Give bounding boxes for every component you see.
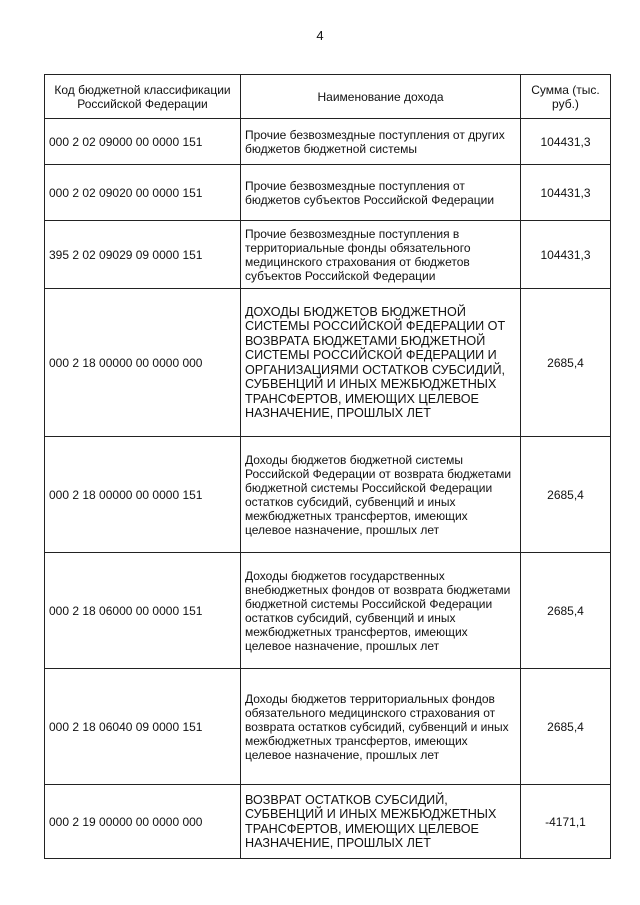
table-row [45,165,611,221]
row-name: Прочие безвозмездные поступления от бюджетов субъектов Российской Федерации [241,165,521,221]
row-sum: 2685,4 [521,669,611,785]
header-sum: Сумма (тыс. руб.) [521,75,611,119]
row-code: 000 2 18 06000 00 0000 151 [45,553,241,669]
header-name: Наименование дохода [241,75,521,119]
table-row [45,289,611,437]
table-row [45,119,611,165]
page-number: 4 [316,28,324,43]
row-name: Доходы бюджетов территориальных фондов обязательного медицинского страхования от возврата остатков субсидий, субвенций и иных межбюджетных трансфертов, имеющих целевое назначение, прошлых лет [241,669,521,785]
row-sum: 2685,4 [521,437,611,553]
table-row [45,669,611,785]
table-row [45,221,611,289]
row-name: Доходы бюджетов бюджетной системы Российской Федерации от возврата бюджетами бюджетной системы Российской Федерации остатков субсидий, субвенций и иных межбюджетных трансфертов, имеющих целевое назначение, прошлых лет [241,437,521,553]
table-header-row [45,75,611,119]
row-sum: 2685,4 [521,553,611,669]
table-row [45,553,611,669]
row-name: Прочие безвозмездные поступления в территориальные фонды обязательного медицинского страхования от бюджетов субъектов Российской Федерации [241,221,521,289]
row-code: 000 2 19 00000 00 0000 000 [45,785,241,859]
row-sum: 2685,4 [521,289,611,437]
table-row [45,437,611,553]
row-code: 000 2 02 09000 00 0000 151 [45,119,241,165]
row-sum: 104431,3 [521,119,611,165]
row-name: ВОЗВРАТ ОСТАТКОВ СУБСИДИЙ, СУБВЕНЦИЙ И ИНЫХ МЕЖБЮДЖЕТНЫХ ТРАНСФЕРТОВ, ИМЕЮЩИХ ЦЕЛЕВОЕ НАЗНАЧЕНИЕ, ПРОШЛЫХ ЛЕТ [241,785,521,859]
row-name: ДОХОДЫ БЮДЖЕТОВ БЮДЖЕТНОЙ СИСТЕМЫ РОССИЙСКОЙ ФЕДЕРАЦИИ ОТ ВОЗВРАТА БЮДЖЕТАМИ БЮДЖЕТНОЙ СИСТЕМЫ РОССИЙСКОЙ ФЕДЕРАЦИИ И ОРГАНИЗАЦИЯМИ ОСТАТКОВ СУБСИДИЙ, СУБВЕНЦИЙ И ИНЫХ МЕЖБЮДЖЕТНЫХ ТРАНСФЕРТОВ, ИМЕЮЩИХ ЦЕЛЕВОЕ НАЗНАЧЕНИЕ, ПРОШЛЫХ ЛЕТ [241,289,521,437]
row-sum: -4171,1 [521,785,611,859]
row-sum: 104431,3 [521,221,611,289]
row-name: Прочие безвозмездные поступления от других бюджетов бюджетной системы [241,119,521,165]
revenue-table [44,74,611,859]
table-row [45,785,611,859]
row-sum: 104431,3 [521,165,611,221]
row-name: Доходы бюджетов государственных внебюджетных фондов от возврата бюджетами бюджетной системы Российской Федерации остатков субсидий, субвенций и иных межбюджетных трансфертов, имеющих целевое назначение, прошлых лет [241,553,521,669]
row-code: 000 2 18 06040 09 0000 151 [45,669,241,785]
row-code: 000 2 02 09020 00 0000 151 [45,165,241,221]
header-code: Код бюджетной классификации Российской Федерации [45,75,241,119]
row-code: 000 2 18 00000 00 0000 000 [45,289,241,437]
row-code: 000 2 18 00000 00 0000 151 [45,437,241,553]
row-code: 395 2 02 09029 09 0000 151 [45,221,241,289]
